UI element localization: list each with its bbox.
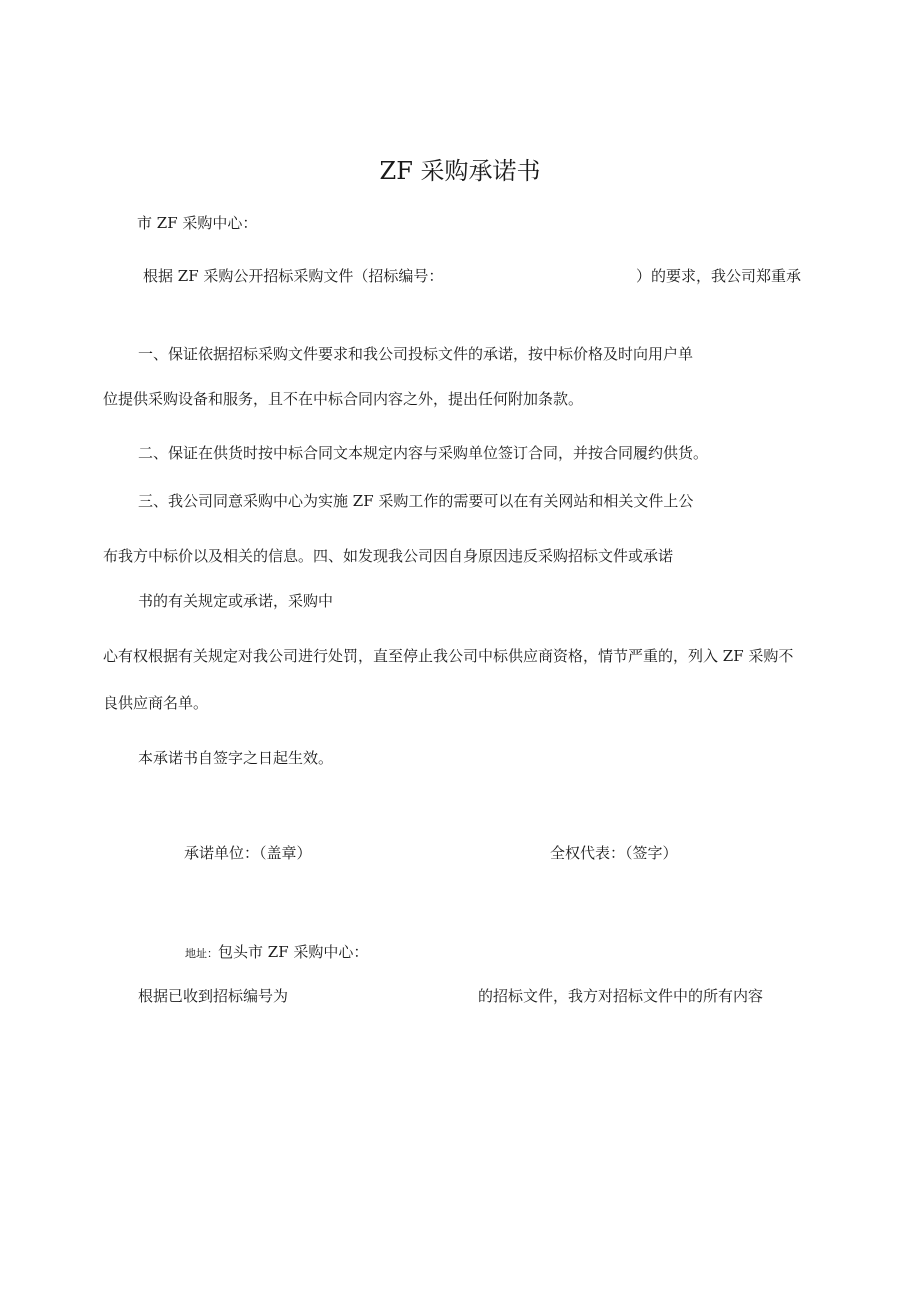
effective-statement: 本承诺书自签字之日起生效。 [138, 749, 334, 767]
intro-left: 根据 ZF 采购公开招标采购文件（招标编号： [143, 267, 444, 285]
sign-unit: 承诺单位：（盖章） [184, 844, 312, 862]
address-line [185, 943, 368, 963]
sign-representative: 全权代表：（签字） [550, 844, 678, 862]
item4-line1: 书的有关规定或承诺，采购中 [138, 592, 334, 610]
item1-line2: 位提供采购设备和服务，且不在中标合同内容之外，提出任何附加条款。 [103, 390, 584, 408]
document-title: ZF 采购承诺书 [379, 157, 541, 185]
address-text: 包头市 ZF 采购中心： [218, 943, 369, 961]
intro-right: ）的要求，我公司郑重承 [636, 267, 802, 285]
item3-line1: 三、我公司同意采购中心为实施 ZF 采购工作的需要可以在有关网站和相关文件上公 [138, 492, 694, 510]
received-left: 根据已收到招标编号为 [138, 987, 289, 1005]
item2: 二、保证在供货时按中标合同文本规定内容与采购单位签订合同，并按合同履约供货。 [138, 444, 709, 462]
item3-line2: 布我方中标价以及相关的信息。四、如发现我公司因自身原因违反采购招标文件或承诺 [103, 547, 674, 565]
item4-line2: 心有权根据有关规定对我公司进行处罚，直至停止我公司中标供应商资格，情节严重的，列入 ZF 采购不 [103, 647, 794, 665]
item1-line1: 一、保证依据招标采购文件要求和我公司投标文件的承诺，按中标价格及时向用户单 [138, 345, 694, 363]
received-right: 的招标文件，我方对招标文件中的所有内容 [478, 987, 764, 1005]
address-label: 地址： [185, 947, 218, 960]
salutation: 市 ZF 采购中心： [137, 214, 258, 232]
item4-line3: 良供应商名单。 [103, 694, 209, 712]
